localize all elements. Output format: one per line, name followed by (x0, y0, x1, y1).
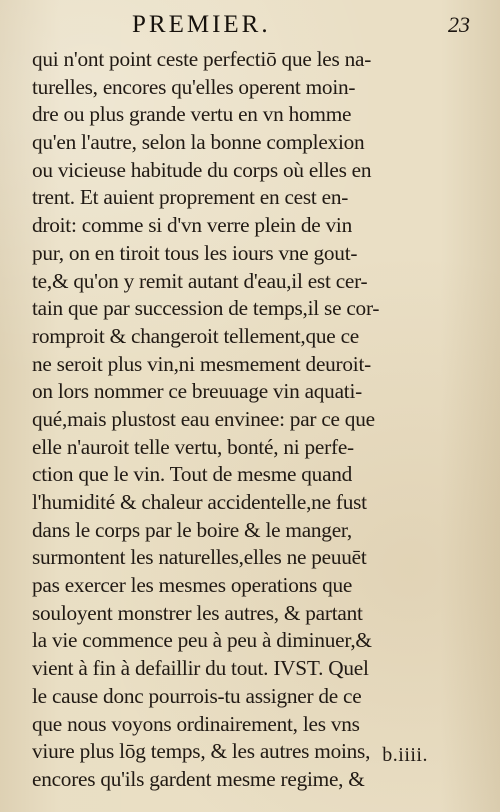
text-line: elle n'auroit telle vertu, bonté, ni perfe- (32, 434, 354, 459)
text-line: turelles, encores qu'elles operent moin- (32, 74, 356, 99)
text-line: vient à fin à defaillir du tout. IVST. Quel (32, 656, 369, 681)
text-line: qui n'ont point ceste perfectiō que les na- (32, 47, 372, 71)
text-line: ou vicieuse habitude du corps où elles en (32, 157, 372, 182)
signature-mark: b.iiii. (382, 744, 428, 766)
text-line: la vie commence peu à peu à diminuer,& (32, 628, 372, 653)
page-header (0, 10, 500, 40)
text-line: surmontent les naturelles,elles ne peuuēt (32, 545, 367, 570)
text-line: te,& qu'on y remit autant d'eau,il est cer- (32, 268, 368, 293)
text-line: ction que le vin. Tout de mesme quand (32, 462, 353, 487)
body-text (32, 46, 472, 794)
text-line: que nous voyons ordinairement, les vns (32, 711, 360, 736)
text-line: qu'en l'autre, selon la bonne complexion (32, 130, 365, 155)
text-line: on lors nommer ce breuuage vin aquati- (32, 379, 362, 404)
text-line: ne seroit plus vin,ni mesmement deuroit- (32, 351, 371, 376)
text-line: tain que par succession de temps,il se cor- (32, 296, 380, 321)
text-line: pas exercer les mesmes operations que (32, 573, 353, 598)
text-line: trent. Et auient proprement en cest en- (32, 185, 349, 210)
text-line: dans le corps par le boire & le manger, (32, 517, 352, 542)
text-line: souloyent monstrer les autres, & partant (32, 600, 363, 625)
page-number: 23 (448, 12, 470, 37)
text-line: dre ou plus grande vertu en vn homme (32, 102, 352, 127)
text-line: pur, on en tiroit tous les iours vne gout- (32, 240, 358, 265)
text-line: l'humidité & chaleur accidentelle,ne fust (32, 490, 367, 514)
text-line: droit: comme si d'vn verre plein de vin (32, 213, 352, 238)
text-line: qué,mais plustost eau envinee: par ce que (32, 406, 375, 431)
text-line: romproit & changeroit tellement,que ce (32, 323, 359, 348)
text-line: viure plus lōg temps, & les autres moins, (32, 739, 371, 764)
text-line: le cause donc pourrois-tu assigner de ce (32, 683, 362, 708)
text-line: encores qu'ils gardent mesme regime, & (32, 766, 365, 791)
running-head: PREMIER. (132, 11, 271, 38)
